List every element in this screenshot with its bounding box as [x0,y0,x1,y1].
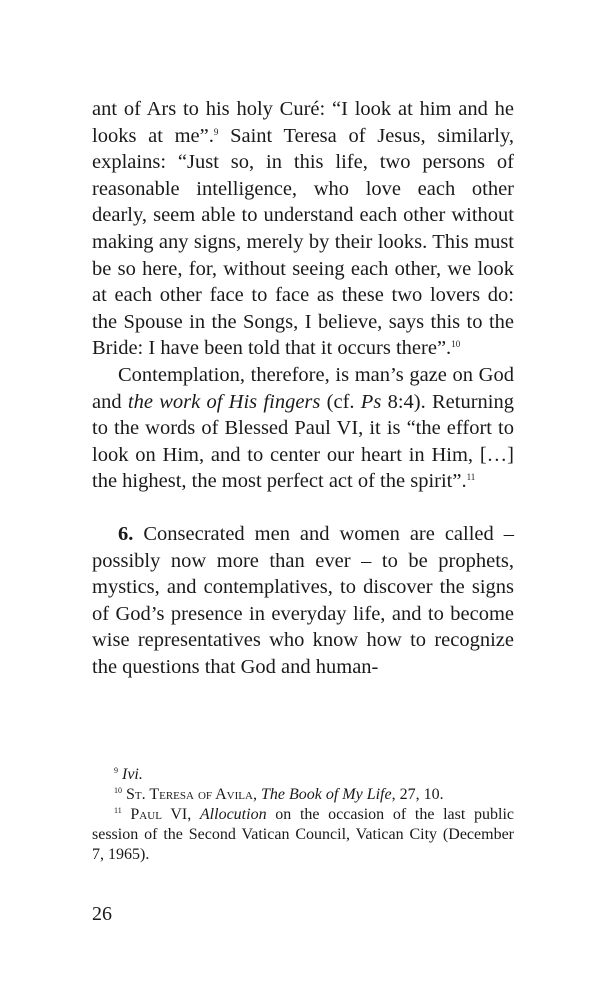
paragraph-text: 8:4). Returning to the words of Blessed Paul VI, it is “the effort to look on Him, and to center our heart in Him, […] the highest, the most perfect act of the spirit”. [92,390,514,493]
footnote-11 [92,805,514,865]
paragraph-text: Saint Teresa of Jesus, similarly, explains: “Just so, in this life, two persons of reasonable intelligence, who love each other dearly, seem able to understand each other without making any signs, merely by their looks. This must be so here, for, without seeing each other, we look at each other face to face as these two lovers do: the Spouse in the Songs, I believe, says this to the Bride: I have been told that it occurs there”. [92,124,514,360]
footnote-author: Paul VI [130,806,188,823]
footnote-separator: , [252,786,261,803]
paragraph-contemplation [92,362,514,495]
paragraph-text: Consecrated men and women are called – possibly now more than ever – to be prophets, mystics, and contemplatives, to discover the signs of God’s presence in everyday life, and to become wise representatives who know how to recognize the questions that God and human- [92,522,514,678]
footnote-number: 9 [114,766,118,775]
footnotes [92,765,514,865]
footnote-9 [92,765,514,785]
footnote-text: on the occasion of the last public session of the Second Vatican Council, Vatican City (December 7, 1965). [92,806,515,863]
page-number: 26 [92,903,112,925]
footnote-number: 10 [114,786,122,795]
footnote-ref: 9 [213,126,219,137]
footnote-ref: 11 [466,472,476,483]
paragraph-text: ant of Ars to his holy Curé: “I look at him and he looks at me”. [92,98,514,147]
italic-citation: Ps [360,390,382,413]
footnote-ref: 10 [451,339,461,350]
footnote-text: Ivi. [122,766,143,783]
footnote-number: 11 [114,806,122,815]
paragraph-text: (cf. [320,390,361,413]
section-number: 6. [118,522,134,545]
footnote-text: , 27, 10. [391,786,444,803]
footnote-title: Allocution [199,806,267,823]
paragraph-section-6 [92,521,514,681]
main-text [92,96,514,680]
italic-phrase: the work of His fingers [127,390,321,413]
footnote-10 [92,785,514,805]
footnote-author: St. Teresa of Avila [126,786,253,803]
footnote-title: The Book of My Life [260,786,392,803]
paragraph-continued [92,96,514,362]
paragraph-text: Contemplation, therefore, is man’s gaze on God and [92,363,514,413]
footnote-separator: , [187,806,200,823]
